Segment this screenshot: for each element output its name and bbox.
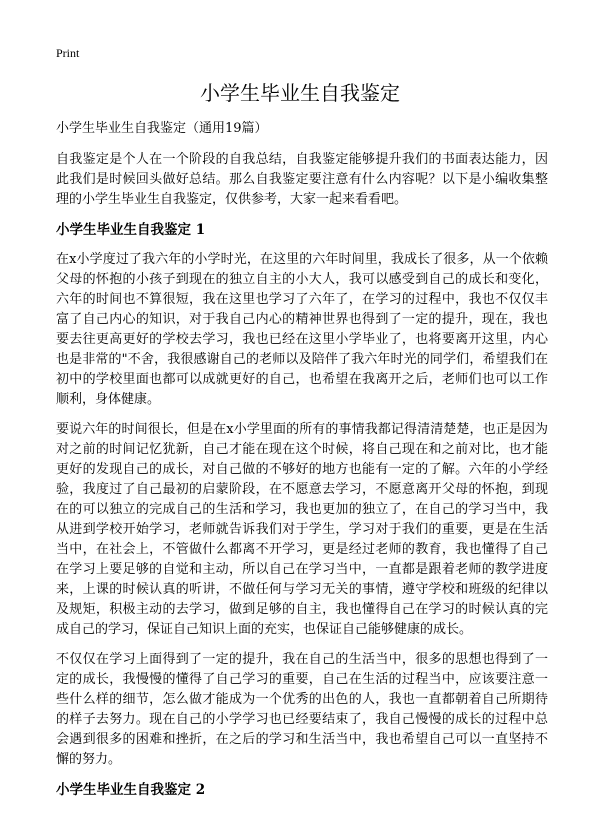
- section-heading-1: 小学生毕业生自我鉴定 1: [56, 222, 206, 238]
- section-1-paragraph-1: 在x小学度过了我六年的小学时光，在这里的六年时间里，我成长了很多，从一个依赖父母的怀抱的小孩子到现在的独立自主的小大人，我可以感受到自己的成长和变化，六年的时间也不算很短，我在这里也学习了六年了，在学习的过程中，我也不仅仅丰富了自己内心的知识，对于我自己内心的精神世界也得到了一定的提升，现在，我也要去往更高更好的学校去学习，我也已经在这里小学毕业了，也将要离开这里，内心也是非常的"不舍，我很感谢自己的老师以及陪伴了我六年时光的同学们，希望我们在初中的学校里面也都可以成就更好的自己，也希望在我离开之后，老师们也可以工作顺利，身体健康。: [56, 252, 548, 407]
- section-heading-2: 小学生毕业生自我鉴定 2: [56, 782, 206, 798]
- page-title: 小学生毕业生自我鉴定: [200, 81, 400, 105]
- section-1-paragraph-3: 不仅仅在学习上面得到了一定的提升，我在自己的生活当中，很多的思想也得到了一定的成长，我慢慢的懂得了自己学习的重要，自己在生活的过程当中，应该要注意一些什么样的细节，怎么做才能成为一个优秀的出色的人，我也一直都朝着自己所期待的样子去努力。现在自己的小学学习也已经要结束了，我自己慢慢的成长的过程中总会遇到很多的困难和挫折，在之后的学习和生活当中，我也希望自己可以一直坚持不懈的努力。: [56, 652, 548, 767]
- article-body: [56, 120, 548, 810]
- print-link[interactable]: Print: [56, 46, 80, 60]
- section-1-paragraph-2: 要说六年的时间很长，但是在x小学里面的所有的事情我都记得清清楚楚，也正是因为对之前的时间记忆犹新，自己才能在现在这个时候，将自己现在和之前对比，也才能更好的发现自己的成长，对自己做的不够好的地方也能有一定的了解。六年的小学经验，我度过了自己最初的启蒙阶段，在不愿意去学习，不愿意离开父母的怀抱，到现在的可以独立的完成自己的生活和学习，我也更加的独立了，在自己的学习当中，我从进到学校开始学习，老师就告诉我们对于学生，学习对于我们的重要，更是在生活当中，在社会上，不管做什么都离不开学习，更是经过老师的教育，我也懂得了自己在学习上要足够的自觉和主动，所以自己在学习当中，一直都是跟着老师的教学进度来，上课的时候认真的听讲，不做任何与学习无关的事情，遵守学校和班级的纪律以及规矩，积极主动的去学习，做到足够的自主，我也懂得自己在学习的时候认真的完成自己的学习，保证自己知识上面的充实，也保证自己能够健康的成长。: [56, 422, 548, 637]
- article-subtitle: 小学生毕业生自我鉴定（通用19篇）: [56, 121, 268, 136]
- intro-paragraph: 自我鉴定是个人在一个阶段的自我总结，自我鉴定能够提升我们的书面表达能力，因此我们是时候回头做好总结。那么自我鉴定要注意有什么内容呢？以下是小编收集整理的小学生毕业生自我鉴定，仅供参考，大家一起来看看吧。: [56, 152, 548, 207]
